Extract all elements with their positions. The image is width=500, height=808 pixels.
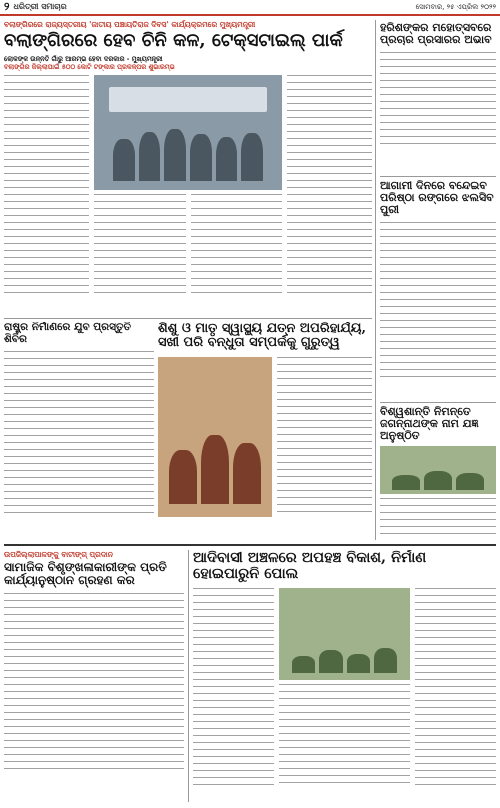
bottom-right-story (193, 550, 496, 802)
side-low-headline: ବିଶ୍ୱଶାନ୍ତି ନିମନ୍ତେ ଜଗନ୍ନାଥଙ୍କ ନାମ ଯଜ୍ଞ ଅନୁଷ୍ଠିତ (380, 406, 479, 443)
side-story-mid (380, 180, 496, 400)
health-headline: ଶିଶୁ ଓ ମାତୃ ସ୍ୱାସ୍ଥ୍ୟ ଯତ୍ନ ଅପରିହାର୍ଯ୍ୟ, ସଖୀ ପରି ବନ୍ଧୁତା ସମ୍ପର୍କକୁ ଗୁରୁତ୍ୱ (158, 322, 367, 351)
side-story-top (380, 22, 496, 172)
column-divider (375, 20, 376, 540)
page-masthead (0, 0, 500, 16)
side-top-body (380, 52, 496, 150)
bottom-right-headline: ଆଦିବାସୀ ଅଞ୍ଚଳରେ ଅପହଞ୍ଚ ବିକାଶ, ନିର୍ମାଣ ହୋଇପାରୁନି ପୋଲ (193, 550, 427, 582)
bottom-left-body (4, 593, 184, 775)
section-divider (4, 544, 496, 546)
lead-body-col-4 (287, 75, 372, 297)
bottom-left-kicker: ଉପଜିଲ୍ଲାପାଳଙ୍କୁ ବାଟୀଙ୍ଗ୍ ପ୍ରଦାନ (4, 550, 113, 559)
side-mid-headline: ଆଗାମୀ ଦିନରେ ବନ୍ଦେଇବ ପରିଷ୍ଠା ରଙ୍ଗରେ ଝଲସିବ ପୁରୀ (380, 180, 494, 217)
section-divider (4, 318, 372, 319)
column-divider (188, 550, 189, 802)
side-top-headline: ହରିଶଙ୍କର ମହୋତ୍ସବରେ ପ୍ରଚାର ପ୍ରସାରର ଅଭାବ (380, 22, 492, 47)
bottom-left-story (4, 550, 184, 802)
lead-body-col-3 (191, 194, 282, 297)
lead-story (4, 20, 372, 315)
small-story-headline: ରାଷ୍ଟ୍ର ନିର୍ମାଣରେ ଯୁବ ପ୍ରସ୍ତୁତି ଶିବିର (4, 322, 131, 345)
bottom-right-body-1 (193, 588, 274, 788)
section-divider (380, 402, 496, 403)
issue-date: ସୋମବାର, ୨୫ ଏପ୍ରିଲ ୨୦୨୨ (415, 2, 496, 11)
bottom-right-body-3 (415, 588, 496, 788)
bottom-left-headline: ସାମାଜିକ ବିଶୃଙ୍ଖଳାକାରୀଙ୍କ ପ୍ରତି କାର୍ଯ୍ୟାନୁଷ୍ଠାନ ଗ୍ରହଣ କର (4, 560, 167, 588)
lead-photo (94, 75, 282, 190)
bottom-right-photo (279, 588, 409, 680)
lead-body-col-2 (94, 194, 185, 297)
section-divider (380, 176, 496, 177)
bottom-right-body-2 (279, 684, 409, 788)
page-number: ୨ (4, 0, 10, 13)
side-mid-body (380, 222, 496, 382)
health-body (277, 357, 372, 517)
newspaper-name: ଧରିତ୍ରୀ ସମାଚାର (13, 2, 67, 11)
health-story (158, 322, 372, 540)
small-story (4, 322, 154, 540)
lead-body-col-1 (4, 75, 89, 297)
health-photo (158, 357, 272, 517)
lead-subheadline-2: ବଲାଙ୍ଗିର ଜିଲ୍ଲାପାଇଁ ୫୦୦ କୋଟି ଟଙ୍କାର ପ୍ରକଳ୍ପର ଶୁଭାରମ୍ଭ (4, 62, 175, 71)
side-story-low (380, 406, 496, 540)
lead-kicker: ବଲାଙ୍ଗିରରେ ରାଜ୍ୟସ୍ତରୀୟ 'ଜାତୀୟ ପଞ୍ଚାୟତିରାଜ ଦିବସ' କାର୍ଯ୍ୟକ୍ରମରେ ମୁଖ୍ୟମନ୍ତ୍ରୀ (4, 20, 256, 29)
side-low-photo (380, 446, 496, 494)
side-low-body (380, 498, 496, 538)
lead-headline: ବଲାଙ୍ଗିରରେ ହେବ ଚିନି କଳ, ଟେକ୍ସଟାଇଲ୍ ପାର୍କ (4, 30, 343, 51)
lead-subheadline: ଲୋକଙ୍କ ଉନ୍ନତି ଗାଁରୁ ଆରମ୍ଭ ହେବା ଦରକାର - ମୁଖ୍ୟମନ୍ତ୍ରୀ (4, 54, 163, 63)
small-story-body (4, 351, 154, 519)
